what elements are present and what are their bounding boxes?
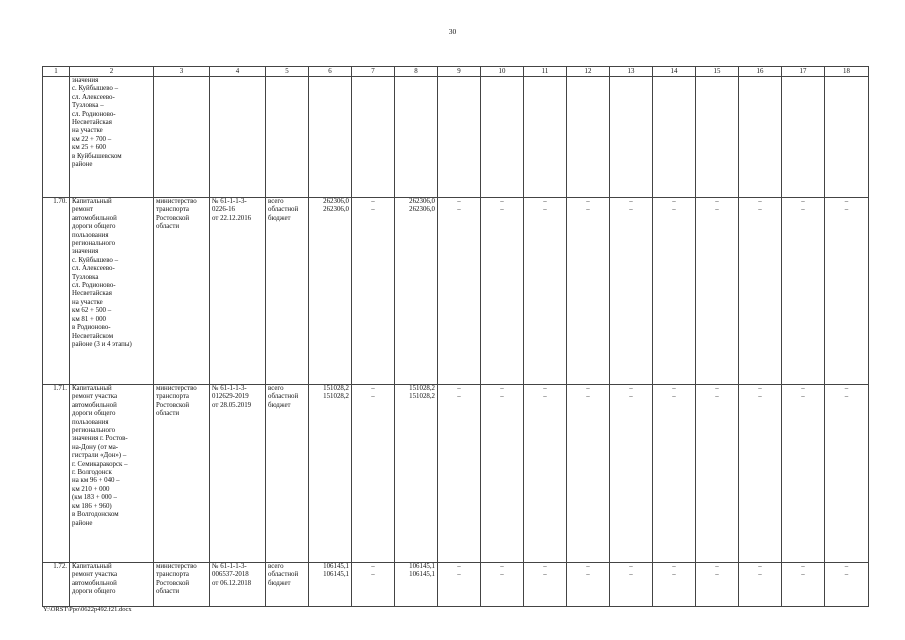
organization-cell: министерство транспорта Ростовской области	[154, 198, 210, 385]
table-row	[43, 385, 869, 563]
column-header: 13	[610, 67, 653, 77]
column-header: 1	[43, 67, 70, 77]
empty-value-cell: – –	[481, 198, 524, 385]
empty-value-cell: – –	[782, 385, 825, 563]
empty-value-cell: – –	[610, 385, 653, 563]
value-cell: 151028,2 151028,2	[309, 385, 352, 563]
empty-value-cell: – –	[825, 385, 869, 563]
value-cell: – –	[352, 198, 395, 385]
column-header: 5	[266, 67, 309, 77]
value-cell: – –	[352, 563, 395, 607]
column-number-row	[43, 67, 869, 77]
empty-value-cell: – –	[782, 563, 825, 607]
document-cell: № 61-1-1-3- 006537-2018 от 06.12.2018	[210, 563, 266, 607]
empty-value-cell: – –	[438, 563, 481, 607]
empty-value-cell: – –	[825, 563, 869, 607]
empty-value-cell: – –	[739, 198, 782, 385]
column-header: 11	[524, 67, 567, 77]
empty-value-cell: – –	[782, 198, 825, 385]
column-header: 12	[567, 67, 610, 77]
empty-value-cell: – –	[438, 385, 481, 563]
empty-value-cell: – –	[567, 563, 610, 607]
funding-source-cell: всего областной бюджет	[266, 198, 309, 385]
value-cell: 262306,0 262306,0	[309, 198, 352, 385]
column-header: 10	[481, 67, 524, 77]
column-header: 18	[825, 67, 869, 77]
file-path-footer: Y:\ORST\Ppo\0622p492.f21.docx	[43, 606, 132, 613]
table-row	[43, 563, 869, 607]
column-header: 9	[438, 67, 481, 77]
empty-value-cell: – –	[524, 198, 567, 385]
column-header: 16	[739, 67, 782, 77]
empty-value-cell: – –	[825, 198, 869, 385]
column-header: 7	[352, 67, 395, 77]
empty-value-cell: – –	[524, 385, 567, 563]
object-name-cell: Капитальный ремонт участка автомобильной дороги общего пользования регионального значения г. Ростов- на-Дону (от ма- гистрали «Дон») – г. Семикаракорск – г. Волгодонск на км 96 + 040 – км 210 + 000 (км 183 + 000 – км 186 + 960) в Волгодонском районе	[70, 385, 154, 563]
organization-cell: министерство транспорта Ростовской области	[154, 563, 210, 607]
column-header: 14	[653, 67, 696, 77]
empty-value-cell: – –	[739, 563, 782, 607]
object-name-cell: Капитальный ремонт автомобильной дороги общего пользования регионального значения с. Куйбышево – сл. Алексеево- Тузловка сл. Родионово- Несветайская на участке км 62 + 500 – км 81 + 000 в Родионово- Несветайском районе (3 и 4 этапы)	[70, 198, 154, 385]
empty-value-cell: – –	[696, 385, 739, 563]
column-header: 8	[395, 67, 438, 77]
empty-value-cell: – –	[696, 563, 739, 607]
value-cell: – –	[352, 385, 395, 563]
empty-value-cell: – –	[610, 563, 653, 607]
empty-value-cell: – –	[739, 385, 782, 563]
column-header: 3	[154, 67, 210, 77]
organization-cell: министерство транспорта Ростовской области	[154, 385, 210, 563]
empty-value-cell: – –	[524, 563, 567, 607]
column-header: 4	[210, 67, 266, 77]
empty-value-cell: – –	[481, 563, 524, 607]
column-header: 2	[70, 67, 154, 77]
document-cell: № 61-1-1-3- 0226-16 от 22.12.2016	[210, 198, 266, 385]
document-cell: № 61-1-1-3- 012629-2019 от 28.05.2019	[210, 385, 266, 563]
empty-value-cell: – –	[567, 385, 610, 563]
funding-source-cell: всего областной бюджет	[266, 563, 309, 607]
page-number: 30	[448, 27, 457, 36]
table-row	[43, 198, 869, 385]
empty-value-cell: – –	[653, 563, 696, 607]
value-cell: 106145,1 106145,1	[309, 563, 352, 607]
empty-value-cell: – –	[567, 198, 610, 385]
budget-table	[42, 66, 869, 607]
row-number-cell: 1.72.	[43, 563, 70, 607]
value-cell: 262306,0 262306,0	[395, 198, 438, 385]
empty-value-cell: – –	[653, 198, 696, 385]
object-name-cell: значения с. Куйбышево – сл. Алексеево- Тузловка – сл. Родионово- Несветайская на участке км 22 + 700 – км 25 + 600 в Куйбышевском районе	[70, 77, 154, 198]
empty-value-cell: – –	[481, 385, 524, 563]
row-number-cell: 1.71.	[43, 385, 70, 563]
empty-value-cell: – –	[653, 385, 696, 563]
column-header: 6	[309, 67, 352, 77]
empty-value-cell: – –	[610, 198, 653, 385]
object-name-cell: Капитальный ремонт участка автомобильной дороги общего	[70, 563, 154, 607]
column-header: 15	[696, 67, 739, 77]
value-cell: 151028,2 151028,2	[395, 385, 438, 563]
funding-source-cell: всего областной бюджет	[266, 385, 309, 563]
continuation-row	[43, 77, 869, 198]
column-header: 17	[782, 67, 825, 77]
table-cell	[43, 77, 70, 198]
empty-value-cell: – –	[438, 198, 481, 385]
empty-value-cell: – –	[696, 198, 739, 385]
value-cell: 106145,1 106145,1	[395, 563, 438, 607]
row-number-cell: 1.70.	[43, 198, 70, 385]
